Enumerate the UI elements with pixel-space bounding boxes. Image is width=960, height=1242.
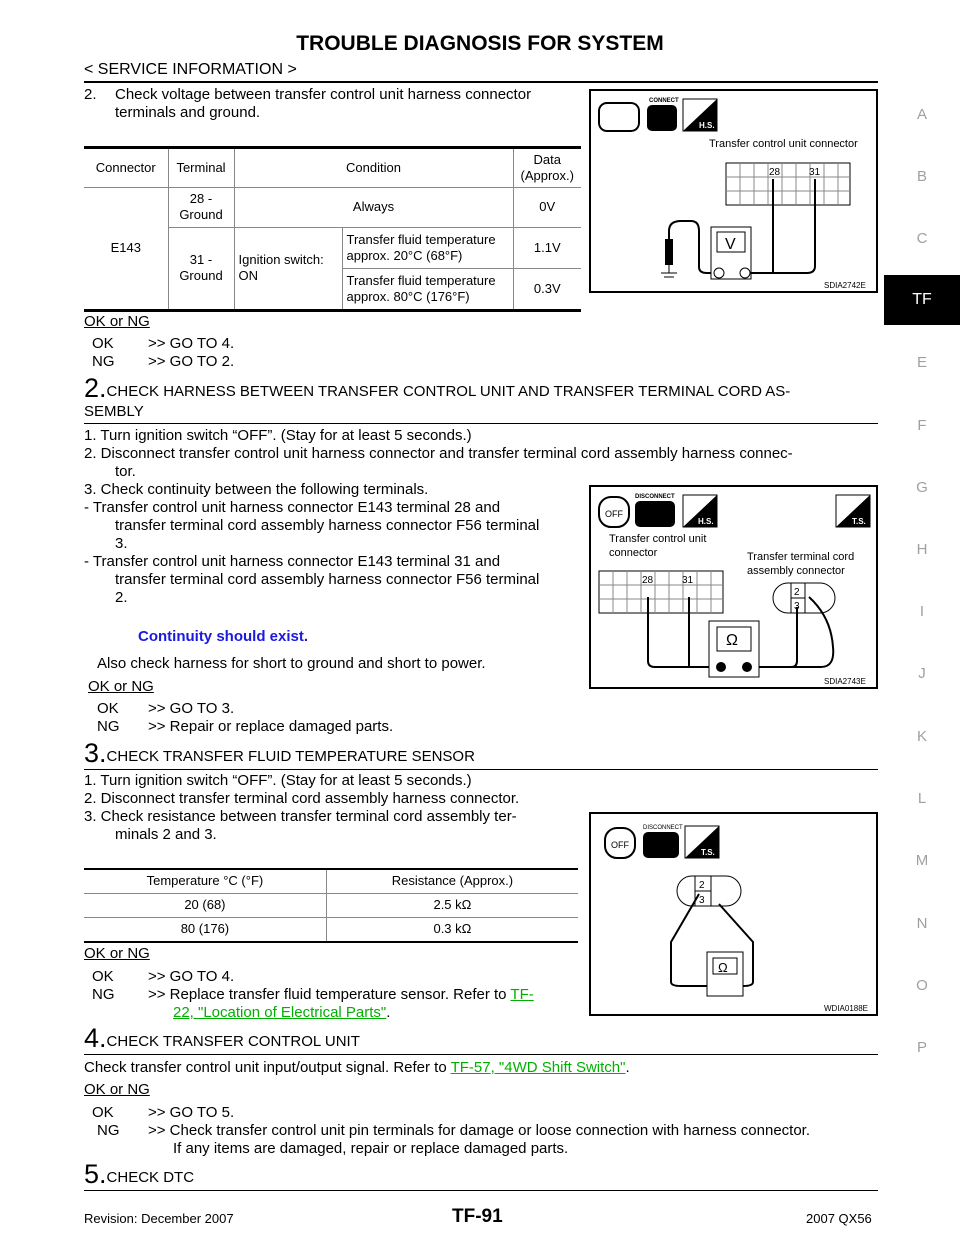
instruction: transfer terminal cord assembly harness connector F56 terminal: [115, 571, 540, 588]
col-header: Data (Approx.): [513, 149, 581, 187]
cell: 1.1V: [513, 227, 581, 268]
svg-text:OFF: OFF: [605, 509, 623, 519]
expected-result: Continuity should exist.: [138, 628, 309, 645]
instruction: transfer terminal cord assembly harness connector F56 terminal: [115, 517, 540, 534]
col-header: Terminal: [168, 149, 234, 187]
svg-text:DISCONNECT: DISCONNECT: [643, 825, 683, 831]
instruction: 1. Turn ignition switch “OFF”. (Stay for at least 5 seconds.): [84, 427, 472, 444]
cell: 20 (68): [84, 893, 326, 917]
ohmmeter-icon: Ω: [718, 960, 728, 975]
ng-label: NG: [97, 1122, 120, 1139]
svg-text:connector: connector: [609, 547, 658, 559]
cell: 28 - Ground: [168, 187, 234, 227]
link-location-electrical-parts[interactable]: 22, "Location of Electrical Parts": [173, 1004, 387, 1021]
ng-label: NG: [92, 353, 115, 370]
page-number: TF-91: [452, 1206, 503, 1227]
instruction: 2. Disconnect transfer control unit harness connector and transfer terminal cord assembly harness connec-: [84, 445, 793, 462]
ng-action: >> Replace transfer fluid temperature sensor. Refer to TF-: [148, 986, 534, 1003]
step-heading: 4.CHECK TRANSFER CONTROL UNIT: [84, 1023, 360, 1053]
connector-icon: [647, 105, 677, 131]
hs-icon: H.S.: [699, 121, 715, 130]
ignition-icon: [599, 103, 639, 131]
ok-or-ng-label: OK or NG: [84, 1081, 150, 1098]
svg-text:SDIA2743E: SDIA2743E: [824, 677, 866, 686]
instruction: 3.: [115, 535, 128, 552]
cell: E143: [84, 187, 168, 309]
cell: 0.3V: [513, 268, 581, 309]
svg-text:OFF: OFF: [611, 840, 629, 850]
voltmeter-icon: V: [725, 236, 736, 253]
ng-label: NG: [97, 718, 120, 735]
index-l[interactable]: L: [917, 790, 927, 807]
cell: 2.5 kΩ: [326, 893, 578, 917]
index-p[interactable]: P: [916, 1039, 927, 1056]
svg-text:H.S.: H.S.: [698, 517, 714, 526]
index-e[interactable]: E: [916, 354, 927, 371]
instruction: - Transfer control unit harness connector E143 terminal 28 and: [84, 499, 501, 516]
ok-action: >> GO TO 5.: [148, 1104, 235, 1121]
svg-text:SDIA2742E: SDIA2742E: [824, 281, 866, 290]
instruction: minals 2 and 3.: [115, 826, 217, 843]
link-tf-57[interactable]: TF-57, "4WD Shift Switch": [450, 1059, 626, 1076]
svg-text:T.S.: T.S.: [852, 517, 866, 526]
cell: 0V: [513, 187, 581, 227]
index-g[interactable]: G: [916, 479, 928, 496]
index-m[interactable]: M: [915, 852, 929, 869]
svg-text:31: 31: [809, 167, 821, 178]
svg-text:3: 3: [699, 895, 705, 906]
ok-or-ng-label: OK or NG: [84, 313, 150, 330]
index-tf-active[interactable]: TF: [884, 275, 960, 325]
figure-sensor-resistance: [589, 812, 878, 1016]
svg-text:CONNECT: CONNECT: [649, 98, 679, 104]
index-f[interactable]: F: [917, 417, 927, 434]
index-o[interactable]: O: [916, 977, 928, 994]
index-b[interactable]: B: [916, 168, 927, 185]
svg-text:31: 31: [682, 575, 694, 586]
instruction: 1. Turn ignition switch “OFF”. (Stay for at least 5 seconds.): [84, 772, 472, 789]
ok-or-ng-label: OK or NG: [88, 678, 154, 695]
section-label: < SERVICE INFORMATION >: [84, 61, 297, 78]
index-i[interactable]: I: [919, 603, 925, 620]
voltage-table: [84, 149, 581, 310]
svg-text:Transfer terminal cord: Transfer terminal cord: [747, 551, 855, 563]
ng-action: >> GO TO 2.: [148, 353, 235, 370]
figure-voltage-check: [589, 89, 878, 293]
svg-text:T.S.: T.S.: [701, 848, 715, 857]
ok-action: >> GO TO 3.: [148, 700, 235, 717]
step-heading: 5.CHECK DTC: [84, 1159, 195, 1189]
ok-label: OK: [97, 700, 119, 717]
index-a[interactable]: A: [916, 106, 927, 123]
svg-text:2: 2: [794, 587, 800, 598]
cell: Transfer fluid temperature approx. 20°C (68°F): [342, 227, 513, 268]
col-header: Condition: [234, 149, 513, 187]
ng-action: >> Repair or replace damaged parts.: [148, 718, 394, 735]
svg-text:2: 2: [699, 880, 705, 891]
instruction: tor.: [115, 463, 136, 480]
index-j[interactable]: J: [918, 665, 926, 682]
instruction: 3. Check resistance between transfer terminal cord assembly ter-: [84, 808, 517, 825]
ok-label: OK: [92, 335, 114, 352]
ok-label: OK: [92, 1104, 114, 1121]
svg-text:Transfer control unit connecto: Transfer control unit connector: [709, 138, 858, 150]
index-c[interactable]: C: [916, 230, 928, 247]
ok-action: >> GO TO 4.: [148, 335, 235, 352]
resistance-table: [84, 870, 578, 942]
cell: 31 - Ground: [168, 227, 234, 309]
index-n[interactable]: N: [916, 915, 928, 932]
col-header: Resistance (Approx.): [326, 870, 578, 893]
cell: 80 (176): [84, 917, 326, 941]
cell: Transfer fluid temperature approx. 80°C (176°F): [342, 268, 513, 309]
index-h[interactable]: H: [916, 541, 928, 558]
ohmmeter-icon: Ω: [726, 632, 738, 649]
cell: Ignition switch: ON: [234, 227, 342, 309]
ok-or-ng-label: OK or NG: [84, 945, 150, 962]
disconnect-icon: [643, 832, 679, 858]
instruction: 3. Check continuity between the following terminals.: [84, 481, 429, 498]
col-header: Connector: [84, 149, 168, 187]
svg-text:28: 28: [769, 167, 781, 178]
cell: Always: [234, 187, 513, 227]
note: Also check harness for short to ground and short to power.: [97, 655, 486, 672]
svg-text:3: 3: [794, 601, 800, 612]
instruction: 2. Disconnect transfer terminal cord assembly harness connector.: [84, 790, 520, 807]
ng-label: NG: [92, 986, 115, 1003]
disconnect-icon: [635, 501, 675, 527]
instruction: Check transfer control unit input/output signal. Refer to TF-57, "4WD Shift Switch".: [84, 1059, 630, 1076]
ng-action-cont: 22, "Location of Electrical Parts".: [173, 1004, 391, 1021]
cell: 0.3 kΩ: [326, 917, 578, 941]
revision-date: Revision: December 2007: [84, 1211, 234, 1226]
link-tf-22[interactable]: TF-: [510, 986, 534, 1003]
divider: [84, 81, 878, 83]
figure-continuity-check: [589, 485, 878, 689]
ng-action: >> Check transfer control unit pin terminals for damage or loose connection with harness connector.: [148, 1122, 811, 1139]
index-k[interactable]: K: [916, 728, 927, 745]
step-heading: 3.CHECK TRANSFER FLUID TEMPERATURE SENSOR: [84, 738, 475, 768]
ok-label: OK: [92, 968, 114, 985]
model-label: 2007 QX56: [806, 1211, 872, 1226]
svg-text:DISCONNECT: DISCONNECT: [635, 494, 675, 500]
svg-text:WDIA0188E: WDIA0188E: [824, 1004, 869, 1013]
svg-text:assembly connector: assembly connector: [747, 565, 845, 577]
instruction: - Transfer control unit harness connector E143 terminal 31 and: [84, 553, 501, 570]
instruction: 2.: [115, 589, 128, 606]
page-title: TROUBLE DIAGNOSIS FOR SYSTEM: [296, 32, 664, 55]
ng-action-cont: If any items are damaged, repair or replace damaged parts.: [173, 1140, 569, 1157]
svg-text:Transfer control unit: Transfer control unit: [609, 533, 707, 545]
step-text: terminals and ground.: [115, 104, 261, 121]
step-heading: 2.CHECK HARNESS BETWEEN TRANSFER CONTROL UNIT AND TRANSFER TERMINAL CORD AS-: [84, 373, 791, 403]
col-header: Temperature °C (°F): [84, 870, 326, 893]
step-text: Check voltage between transfer control unit harness connector: [115, 86, 532, 103]
svg-text:28: 28: [642, 575, 654, 586]
ok-action: >> GO TO 4.: [148, 968, 235, 985]
step-heading-cont: SEMBLY: [84, 403, 144, 420]
step-number: 2.: [84, 86, 97, 103]
